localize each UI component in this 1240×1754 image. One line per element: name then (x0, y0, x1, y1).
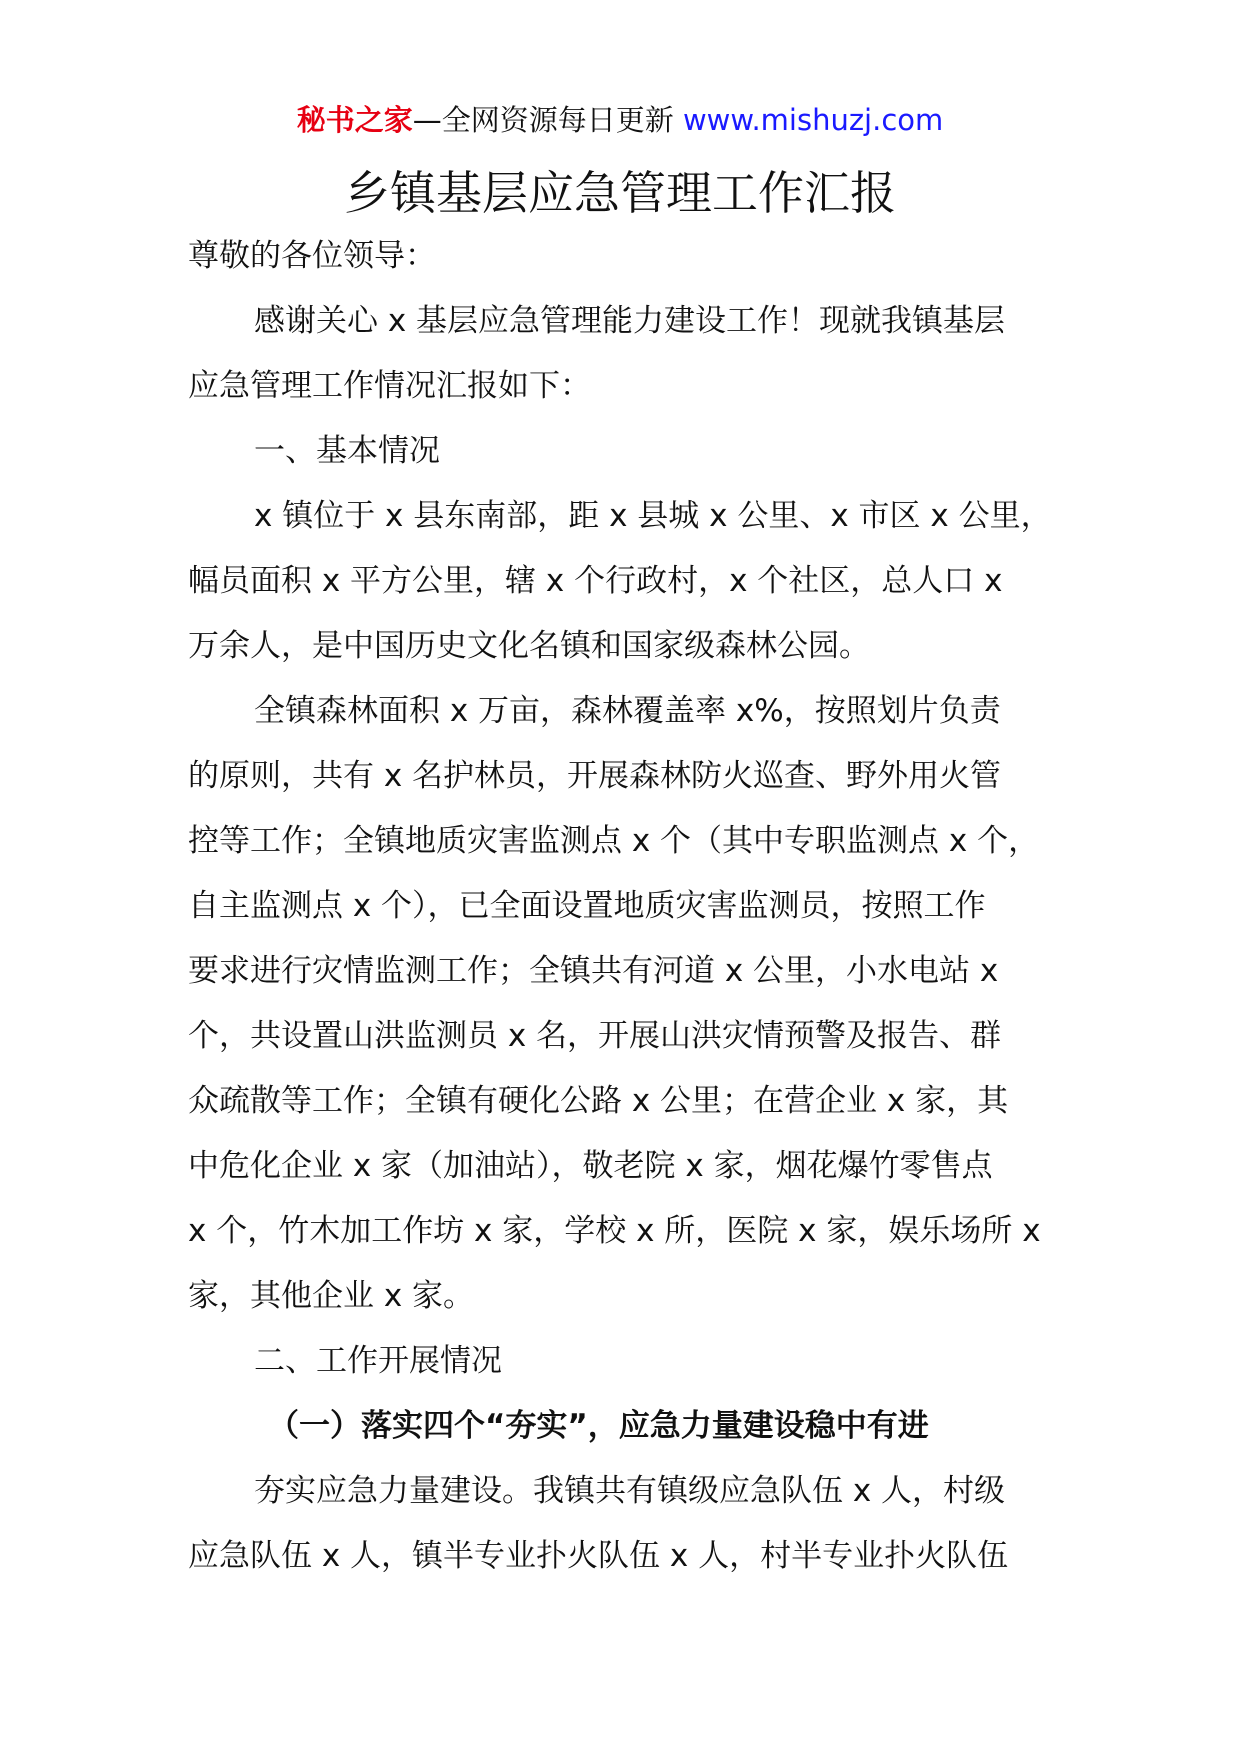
paragraph-line: 万余人，是中国历史文化名镇和国家级森林公园。 (188, 628, 870, 664)
paragraph-line: 中危化企业 x 家（加油站），敬老院 x 家，烟花爆竹零售点 (188, 1148, 993, 1184)
paragraph-line: 夯实应急力量建设。我镇共有镇级应急队伍 x 人，村级 (254, 1473, 1006, 1509)
paragraph-line: 的原则，共有 x 名护林员，开展森林防火巡查、野外用火管 (188, 758, 1002, 794)
site-header (0, 100, 1240, 140)
intro-line: 感谢关心 x 基层应急管理能力建设工作！现就我镇基层 (254, 303, 1006, 339)
document-body (188, 224, 1078, 1589)
paragraph-line: 家，其他企业 x 家。 (188, 1278, 475, 1314)
subheading-strengthen: （一）落实四个“夯实”，应急力量建设稳中有进 (268, 1408, 929, 1444)
paragraph-line: 个，共设置山洪监测员 x 名，开展山洪灾情预警及报告、群 (188, 1018, 1002, 1054)
paragraph-line: 众疏散等工作；全镇有硬化公路 x 公里；在营企业 x 家，其 (188, 1083, 1009, 1119)
paragraph-line: 自主监测点 x 个），已全面设置地质灾害监测员，按照工作 (188, 888, 986, 924)
document-title: 乡镇基层应急管理工作汇报 (344, 166, 896, 220)
section-heading-basic: 一、基本情况 (254, 433, 440, 469)
salutation: 尊敬的各位领导： (188, 238, 436, 274)
paragraph-line: 全镇森林面积 x 万亩，森林覆盖率 x%，按照划片负责 (254, 693, 1001, 729)
site-url-link[interactable]: www.mishuzj.com (682, 103, 944, 137)
brand-name: 秘书之家 (296, 103, 413, 137)
paragraph-line: 控等工作；全镇地质灾害监测点 x 个（其中专职监测点 x 个， (188, 823, 1040, 859)
paragraph-line: x 镇位于 x 县东南部，距 x 县城 x 公里、x 市区 x 公里， (254, 498, 1052, 534)
section-heading-work: 二、工作开展情况 (254, 1343, 502, 1379)
paragraph-line: 幅员面积 x 平方公里，辖 x 个行政村，x 个社区，总人口 x (188, 563, 1003, 599)
paragraph-line: 要求进行灾情监测工作；全镇共有河道 x 公里，小水电站 x (188, 953, 999, 989)
site-tagline: —全网资源每日更新 (412, 103, 683, 137)
intro-line: 应急管理工作情况汇报如下： (188, 368, 591, 404)
paragraph-line: 应急队伍 x 人，镇半专业扑火队伍 x 人，村半专业扑火队伍 (188, 1538, 1009, 1574)
paragraph-line: x 个，竹木加工作坊 x 家，学校 x 所，医院 x 家，娱乐场所 x (188, 1213, 1041, 1249)
